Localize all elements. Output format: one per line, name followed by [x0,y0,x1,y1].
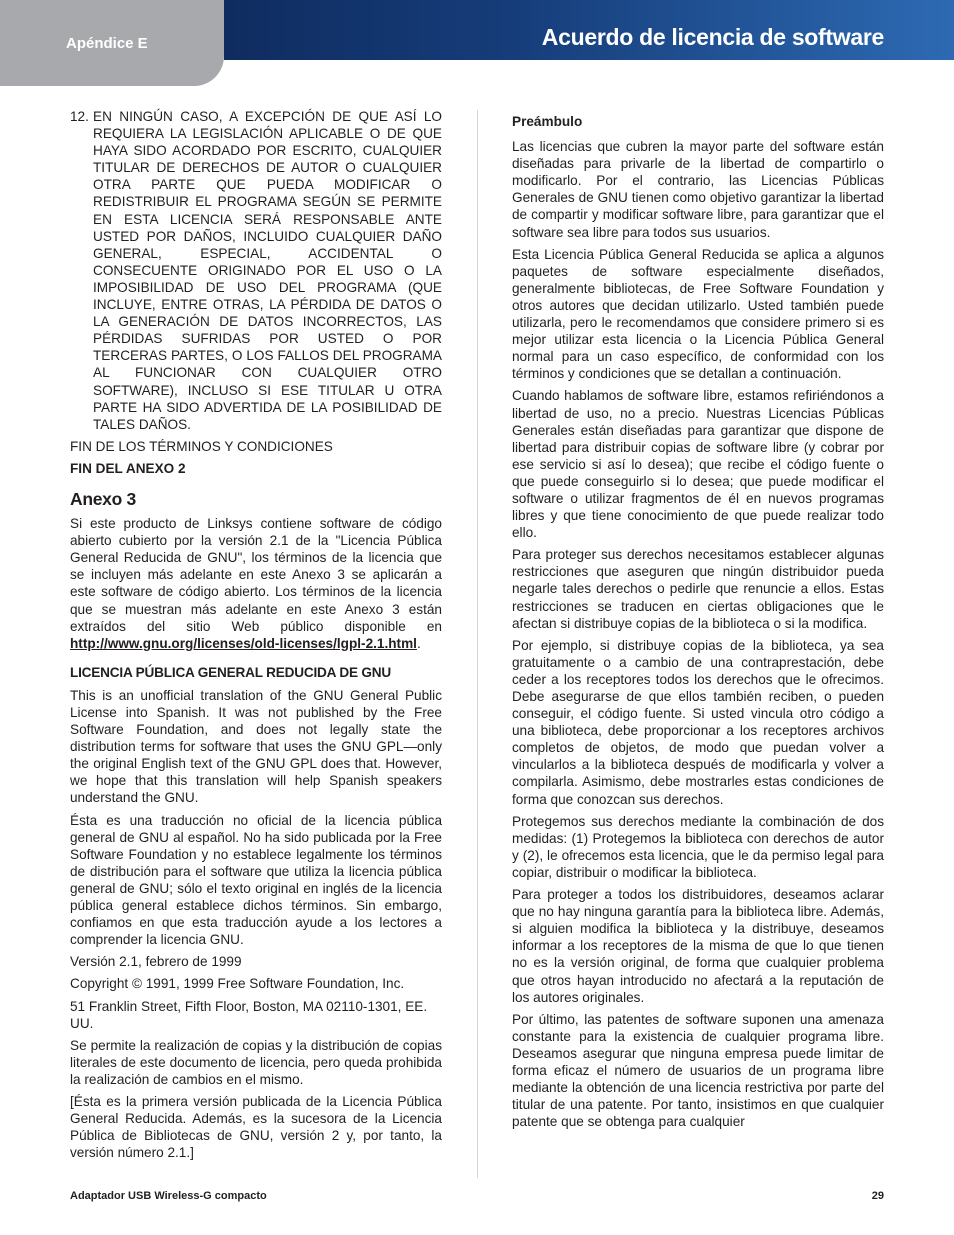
annex-3-intro [70,515,442,652]
preamble-paragraph: Para proteger a todos los distribuidores, deseamos aclarar que no hay ninguna garantía para la biblioteca libre. Además, si alguien modifica la biblioteca y la distribuye, deseamos informar a los receptores de la misma de que lo que tienen no es la versión original, de forma que cualquier problema que otros hayan introducido no afectará a la reputación de los autores originales. [512,887,884,1005]
left-column [70,108,442,1166]
spanish-translation-note: Ésta es una traducción no oficial de la licencia pública general de GNU al español. No ha sido publicada por la Free Software Foundation y no establece legalmente los términos de distribución para el software que utiliza la licencia pública general de GNU; sólo el texto original en inglés de la licencia pública general establece dichos términos. Sin embargo, confiamos en que esta traducción ayude a los lectores a comprender la licencia GNU. [70,812,442,948]
right-column [512,108,884,1135]
preamble-paragraph: Por ejemplo, si distribuye copias de la biblioteca, ya sea gratuitamente o a cambio de una contraprestación, debe ceder a los receptores todos los derechos que le ofrecimos. Debe asegurarse de que ellos también reciben, o pueden conseguir, el código fuente. Si usted vincula otro código a una biblioteca, debe proporcionar a los receptores archivos completos de objetos, de modo que puedan volver a vincularlos a la biblioteca después de modificarla y volver a compilarla. Asimismo, debe mostrarles estas condiciones de forma que conozcan sus derechos. [512,637,884,807]
first-version-note: [Ésta es la primera versión publicada de la Licencia Pública General Reducida. Además, es la sucesora de la Licencia Pública de Bibliotecas de GNU, versión 2 y, por tanto, la versión número 2.1.] [70,1093,442,1161]
section-label: Apéndice E [66,35,148,52]
clause-number: 12. [70,109,89,124]
clause-text: EN NINGÚN CASO, A EXCEPCIÓN DE QUE ASÍ LO REQUIERA LA LEGISLACIÓN APLICABLE O DE QUE HAYA SIDO ACORDADO POR ESCRITO, CUALQUIER TITULAR DE DERECHOS DE AUTOR O CUALQUIER OTRA PARTE QUE PUEDA MODIFICAR O REDISTRIBUIR EL PROGRAMA SEGÚN SE PERMITE EN ESTA LICENCIA SERÁ RESPONSABLE ANTE USTED POR DAÑOS, INCLUIDO CUALQUIER DAÑO GENERAL, ESPECIAL, ACCIDENTAL O CONSECUENTE ORIGINADO POR EL USO O LA IMPOSIBILIDAD DE USO DEL PROGRAMA (QUE INCLUYE, ENTRE OTRAS, LA PÉRDIDA DE DATOS O LA GENERACIÓN DE DATOS INCORRECTOS, LAS PÉRDIDAS SUFRIDAS POR USTED O POR TERCERAS PARTES, O LOS FALLOS DEL PROGRAMA AL FUNCIONAR CON CUALQUIER OTRO SOFTWARE), INCLUSO SI ESE TITULAR U OTRA PARTE HA SIDO ADVERTIDA DE LA POSIBILIDAD DE TALES DAÑOS. [93,109,442,432]
preamble-paragraph: Cuando hablamos de software libre, estamos refiriéndonos a libertad de uso, no a precio. Nuestras Licencias Públicas Generales están diseñadas para garantizar que dispone de libertad para distribuir copias de software libre (y cobrar por ese servicio si así lo desea); que recibe el código fuente o que puede conseguirlo si lo desea; que puede modificar el software o utilizar fragmentos de él en nuevos programas libres y que tiene conocimiento de que puede realizar todo ello. [512,388,884,541]
preamble-paragraph: Protegemos sus derechos mediante la combinación de dos medidas: (1) Protegemos la biblioteca con derechos de autor y (2), le ofrecemos esta licencia, que le da permiso legal para copiar, distribuir o modificar la biblioteca. [512,813,884,880]
header-title-bar [224,0,954,60]
english-translation-note: This is an unofficial translation of the GNU General Public License into Spanish. It was not published by the Free Software Foundation, and does not legally state the distribution terms for software that uses the GNU GPL—only the original English text of the GNU GPL does that. However, we hope that this translation will help Spanish speakers understand the GNU. [70,687,442,806]
column-divider [477,110,478,1178]
preamble-paragraph: Las licencias que cubren la mayor parte del software están diseñadas para privarle de la libertad de compartirlo o modificarlo. Por el contrario, las Licencias Públicas Generales de GNU tienen como objetivo garantizar la libertad de compartir y modificar software libre, para garantizar que el software sea libre para todos sus usuarios. [512,139,884,240]
clause-12 [70,108,442,433]
end-of-terms: FIN DE LOS TÉRMINOS Y CONDICIONES [70,438,333,454]
header-section-tab [0,0,224,86]
version-line: Versión 2.1, febrero de 1999 [70,954,242,970]
footer-page-number: 29 [871,1190,884,1202]
copyright-line: Copyright © 1991, 1999 Free Software Foundation, Inc. [70,976,405,992]
annex-3-heading: Anexo 3 [70,488,136,509]
page-title: Acuerdo de licencia de software [541,24,884,50]
preamble-heading: Preámbulo [512,114,583,129]
copy-permission: Se permite la realización de copias y la distribución de copias literales de este documento de licencia, pero queda prohibida la realización de cambios en el mismo. [70,1037,442,1087]
annex-3-intro-text: Si este producto de Linksys contiene software de código abierto cubierto por la versión 2.1 de la "Licencia Pública General Reducida de GNU", los términos de la licencia que se incluyen más adelante en este Anexo 3 se aplicarán a este software de código abierto. Los términos de la licencia que se muestran más adelante en este Anexo 3 están extraídos del sitio Web público disponible en [70,516,442,634]
preamble-paragraph: Esta Licencia Pública General Reducida se aplica a algunos paquetes de software especialmente diseñados, generalmente bibliotecas, de Free Software Foundation y otros autores que decidan utilizarlo. Usted también puede utilizarla, pero le recomendamos que considere primero si es mejor utilizar esta licencia o la Licencia Pública General normal para un caso específico, de conformidad con los términos y condiciones que se detallan a continuación. [512,246,884,382]
footer-product-name: Adaptador USB Wireless-G compacto [70,1190,267,1202]
lgpl-heading: LICENCIA PÚBLICA GENERAL REDUCIDA DE GNU [70,664,392,680]
preamble-paragraph: Para proteger sus derechos necesitamos establecer algunas restricciones que aseguren que ningún distribuidor pueda negarle tales derechos o pedirle que renuncie a ellos. Estas restricciones se traducen en ciertas obligaciones que le afectan si distribuye copias de la biblioteca o si la modifica. [512,547,884,631]
end-of-annex-2: FIN DEL ANEXO 2 [70,460,186,476]
preamble-paragraph: Por último, las patentes de software suponen una amenaza constante para la existencia de cualquier programa libre. Deseamos asegurar que ninguna empresa puede limitar de forma eficaz el número de usuarios de un programa libre mediante la obtención de una licencia restrictiva por parte del titular de una patente. Por tanto, insistimos en que cualquier patente que se obtenga para cualquier [512,1011,884,1130]
lgpl-link[interactable]: http://www.gnu.org/licenses/old-licenses/lgpl-2.1.html [70,635,417,651]
address-line: 51 Franklin Street, Fifth Floor, Boston, MA 02110-1301, EE. UU. [70,998,428,1031]
intro-period: . [416,635,421,651]
